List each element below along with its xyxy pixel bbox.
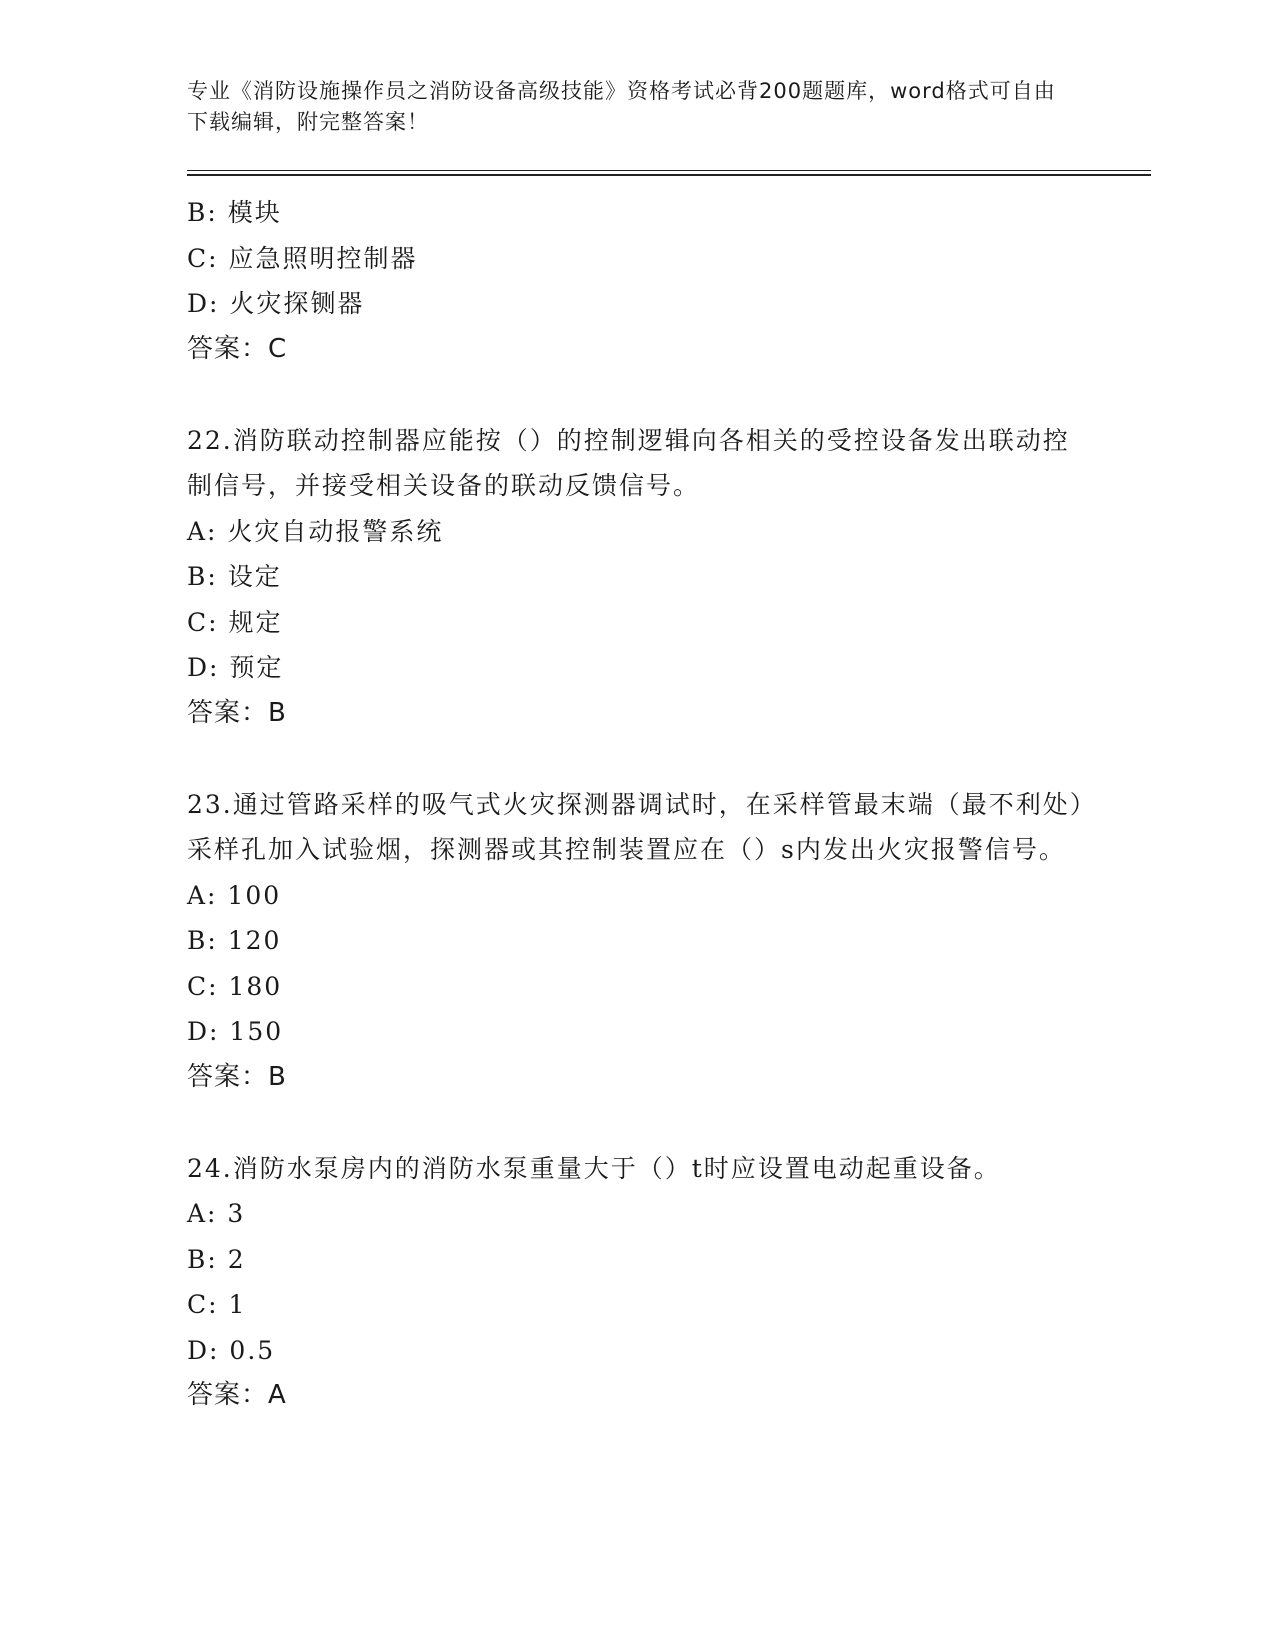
question-text: 22.消防联动控制器应能按（）的控制逻辑向各相关的受控设备发出联动控制信号，并接受相关设备的联动反馈信号。 (187, 425, 1070, 500)
answer-line: 答案：B (187, 1061, 287, 1092)
option-c: C: 规定 (187, 607, 283, 637)
answer-line: 答案：A (187, 1380, 287, 1410)
option-a: A: 100 (187, 880, 282, 910)
question-list (187, 190, 1087, 1419)
question-text: 23.通过管路采样的吸气式火灾探测器调试时，在采样管最末端（最不利处）采样孔加入试验烟，探测器或其控制装置应在（）s内发出火灾报警信号。 (187, 789, 1085, 864)
spacer (187, 1100, 1087, 1146)
question-continued (187, 190, 1087, 372)
option-b: B: 设定 (187, 562, 282, 591)
answer-line: 答案：B (187, 697, 287, 728)
option-b: B: 2 (187, 1244, 246, 1274)
header-divider-thick (187, 174, 1151, 176)
option-c: C: 180 (187, 971, 283, 1001)
option-b: B: 120 (187, 926, 282, 955)
spacer (187, 372, 1087, 418)
question-text: 24.消防水泵房内的消防水泵重量大于（）t时应设置电动起重设备。 (187, 1153, 1001, 1183)
option-d: D: 预定 (187, 653, 284, 682)
option-a: A: 火灾自动报警系统 (187, 516, 444, 546)
option-b: B: 模块 (187, 198, 282, 227)
header-divider-thin (187, 170, 1151, 171)
question-22 (187, 418, 1087, 737)
spacer (187, 736, 1087, 782)
question-24 (187, 1146, 1087, 1419)
answer-line: 答案：C (187, 333, 288, 364)
option-a: A: 3 (187, 1199, 246, 1228)
option-d: D: 150 (187, 1017, 284, 1046)
option-d: D: 火灾探铡器 (187, 289, 365, 318)
document-header: 专业《消防设施操作员之消防设备高级技能》资格考试必背200题题库，word格式可自由下载编辑，附完整答案！ (187, 79, 1056, 134)
option-d: D: 0.5 (187, 1335, 276, 1365)
question-23 (187, 782, 1087, 1101)
option-c: C: 应急照明控制器 (187, 243, 418, 273)
option-c: C: 1 (187, 1290, 247, 1319)
